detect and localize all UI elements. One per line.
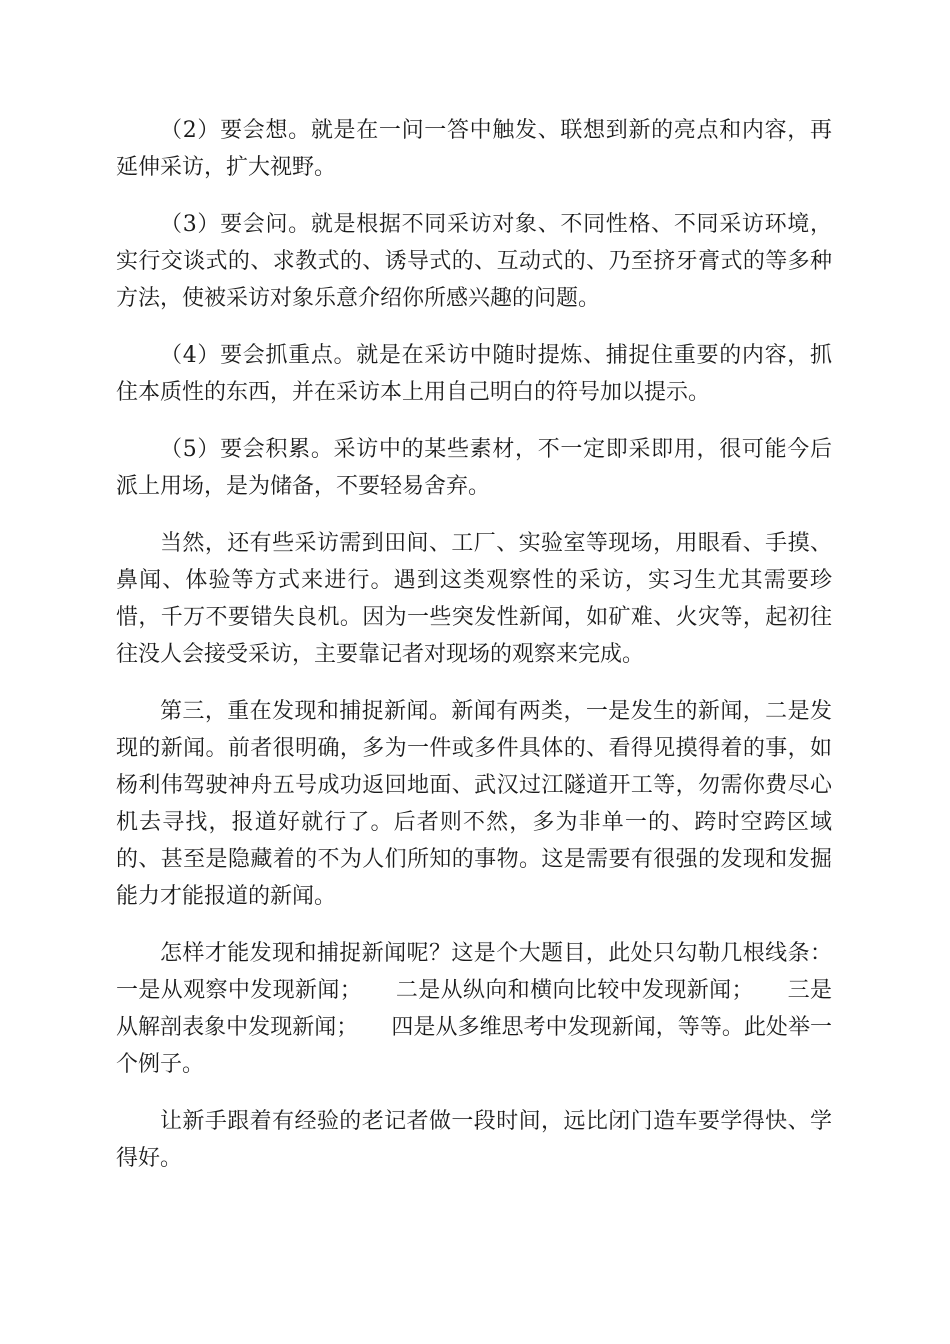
paragraph-8: 让新手跟着有经验的老记者做一段时间，远比闭门造车要学得快、学得好。 <box>116 1109 832 1171</box>
paragraph-6: 第三，重在发现和捕捉新闻。新闻有两类，一是发生的新闻，二是发现的新闻。前者很明确，多为一件或多件具体的、看得见摸得着的事，如杨利伟驾驶神舟五号成功返回地面、武汉过江隧道开工等，勿需你费尽心机去寻找，报道好就行了。后者则不然，多为非单一的、跨时空跨区域的、甚至是隐藏着的不为人们所知的事物。这是需要有很强的发现和发掘能力才能报道的新闻。 <box>116 699 832 909</box>
paragraph-1: （2）要会想。就是在一问一答中触发、联想到新的亮点和内容，再延伸采访，扩大视野。 <box>116 118 832 180</box>
paragraph-7: 怎样才能发现和捕捉新闻呢？这是个大题目，此处只勾勒几根线条：一是从观察中发现新闻； 二是从纵向和横向比较中发现新闻； 三是从解剖表象中发现新闻； 四是从多维思考中发现新闻，等等。此处举一个例子。 <box>116 941 832 1077</box>
document-body <box>116 112 832 1197</box>
paragraph-2: （3）要会问。就是根据不同采访对象、不同性格、不同采访环境，实行交谈式的、求教式的、诱导式的、互动式的、乃至挤牙膏式的等多种方法，使被采访对象乐意介绍你所感兴趣的问题。 <box>116 212 832 311</box>
paragraph-3: （4）要会抓重点。就是在采访中随时提炼、捕捉住重要的内容，抓住本质性的东西，并在采访本上用自己明白的符号加以提示。 <box>116 343 832 405</box>
paragraph-4: （5）要会积累。采访中的某些素材，不一定即采即用，很可能今后派上用场，是为储备，不要轻易舍弃。 <box>116 437 832 499</box>
paragraph-5: 当然，还有些采访需到田间、工厂、实验室等现场，用眼看、手摸、鼻闻、体验等方式来进行。遇到这类观察性的采访，实习生尤其需要珍惜，千万不要错失良机。因为一些突发性新闻，如矿难、火灾等，起初往往没人会接受采访，主要靠记者对现场的观察来完成。 <box>116 531 832 667</box>
